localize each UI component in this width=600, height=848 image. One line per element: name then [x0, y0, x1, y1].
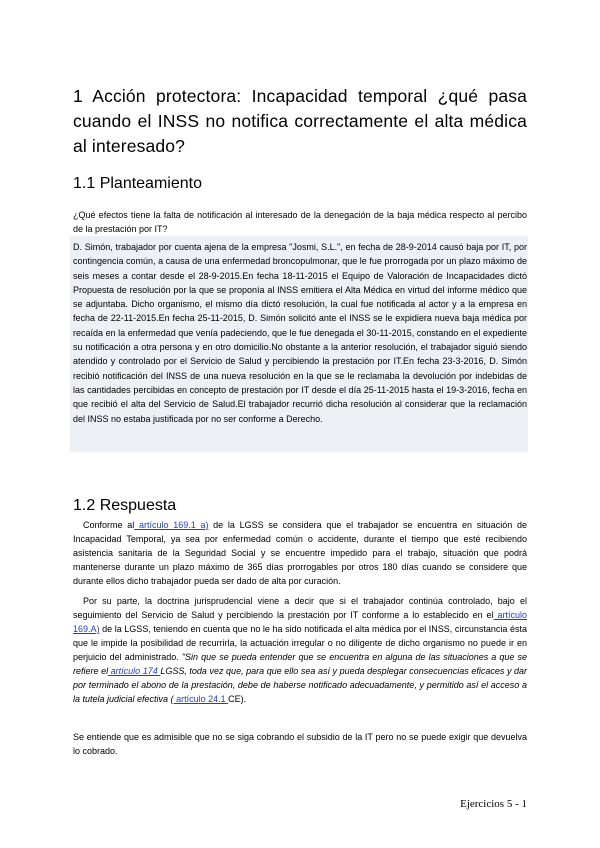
answer-paragraph-3: Se entiende que es admisible que no se siga cobrando el subsidio de la IT pero no se puede exigir que devuelva lo cobrado.: [73, 732, 527, 756]
p2-quote-3: CE).: [228, 694, 247, 704]
section-title-respuesta: 1.2 Respuesta: [73, 497, 177, 514]
p2-quote-2: LGSS, toda vez que, para que ello sea así y pueda desplegar consecuencias eficaces y dar por terminado el abono de la prestación, debe de haberse notificado adecuadamente, y permitido así el acceso a la tutela judicial efectiva (: [73, 666, 528, 704]
p1-text-after: de la LGSS se considera que el trabajador se encuentra en situación de Incapacidad Temporal, ya sea por enfermedad común o accidente, durante el tiempo que esté recibiendo asistencia sanitaria de la Seguridad Social y se encuentre impedido para el trabajo, situación que podrá mantenerse durante un plazo máximo de 365 días prorrogables por otros 180 días cuando se considere que durante ellos dicho trabajador pueda ser dado de alta por curación.: [73, 520, 527, 586]
p2-quote-1: "Sin que se pueda entender que se encuentra en alguna de las situaciones a que se refiere el: [73, 652, 527, 676]
link-articulo-169-a[interactable]: artículo 169.A): [73, 610, 527, 634]
link-articulo-174[interactable]: artículo 174: [108, 666, 161, 676]
question-text: ¿Qué efectos tiene la falta de notificación al interesado de la denegación de la baja médica respecto al percibo de la prestación por IT?: [73, 210, 527, 234]
link-articulo-24-1[interactable]: artículo 24.1: [173, 694, 229, 704]
p1-text-before: Conforme al: [83, 520, 135, 530]
section-title-planteamiento: 1.1 Planteamiento: [73, 175, 202, 192]
answer-paragraph-1: [73, 518, 527, 588]
answer-paragraph-2: [73, 594, 527, 706]
chapter-heading: 1 Acción protectora: Incapacidad temporal ¿qué pasa cuando el INSS no notifica correctamente el alta médica al interesado?: [73, 86, 527, 156]
case-text: D. Simón, trabajador por cuenta ajena de la empresa "Josmi, S.L.", en fecha de 28-9-2014 causó baja por IT, por contingencia común, a causa de una enfermedad broncopulmonar, que le fue prorrogada por un plazo máximo de seis meses a contar desde el 28-9-2015.En fecha 18-11-2015 el Equipo de Valoración de Incapacidades dictó Propuesta de resolución por la que se proponía al INSS emitiera el Alta Médica en virtud del informe médico que se adjuntaba. Dicho organismo, el mismo día dictó resolución, la cual fue notificada al actor y a la empresa en fecha de 22-11-2015.En fecha 25-11-2015, D. Simón solicitó ante el INSS se le expidiera nueva baja médica por recaída en la enfermedad que venía padeciendo, que le fue denegada el 30-11-2015, constando en el expediente su notificación a otra persona y en otro domicilio.No obstante a la anterior resolución, el trabajador siguió siendo atendido y controlado por el Servicio de Salud y percibiendo la prestación por IT.En fecha 23-3-2016, D. Simón recibió notificación del INSS de una nueva resolución en la que se le reclamaba la devolución por indebidas de las cantidades percibidas en concepto de prestación por IT desde el día 25-11-2015 hasta el 19-3-2016, fecha en que recibió el alta del Servicio de Salud.El trabajador recurrió dicha resolución al considerar que la reclamación del INSS no estaba justificada por no ser conforme a Derecho.: [73, 242, 527, 424]
link-articulo-169-1-a[interactable]: artículo 169.1 a): [134, 520, 209, 530]
page-footer: Ejercicios 5 - 1: [460, 798, 527, 810]
p2-text-2: de la LGSS, teniendo en cuenta que no le ha sido notificada el alta médica por el INSS, circunstancia ésta que le impide la posibilidad de recurrirla, la actuación irregular o no diligente de dicho organismo no puede ir en perjuicio del administrado.: [73, 624, 527, 662]
p2-text-1: Por su parte, la doctrina jurisprudencial viene a decir que si el trabajador continúa controlado, bajo el seguimiento del Servicio de Salud y percibiendo la prestación por IT conforme a lo establecido en el: [73, 596, 527, 620]
